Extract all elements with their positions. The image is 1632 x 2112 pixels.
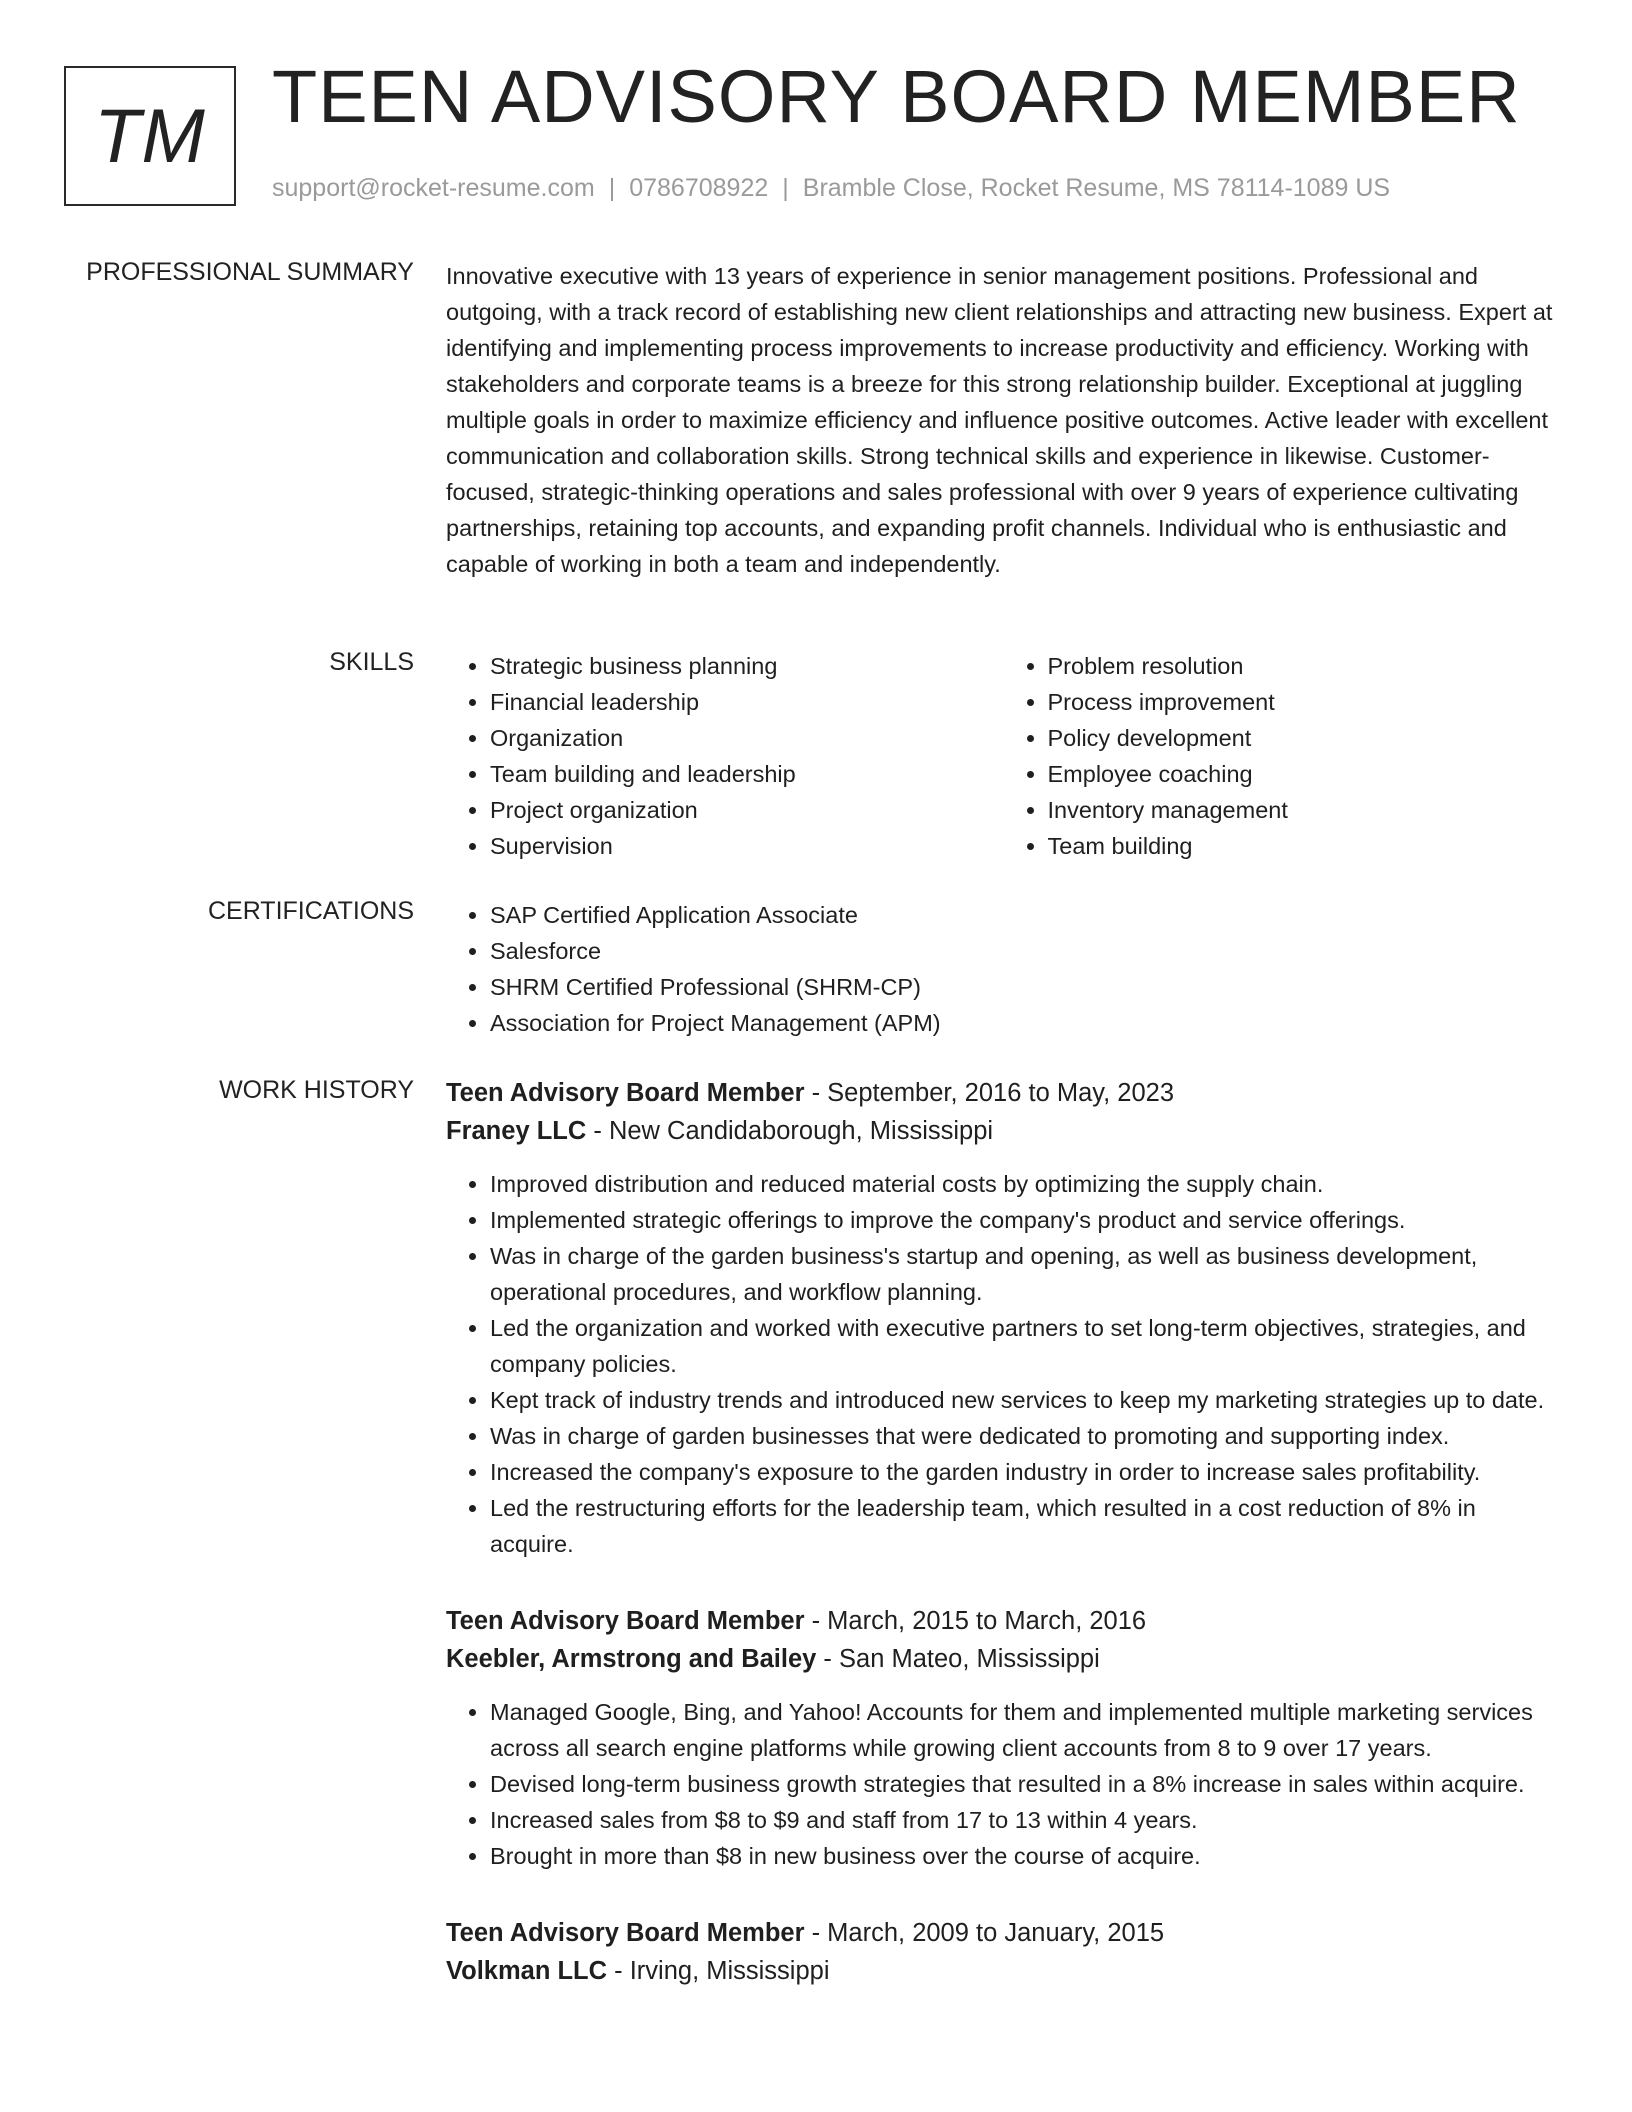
list-item: • Employee coaching — [1048, 756, 1562, 792]
summary-label: PROFESSIONAL SUMMARY — [86, 258, 414, 286]
certifications-list — [446, 897, 1561, 1041]
list-item: • Led the organization and worked with executive partners to set long-term objectives, strategies, and company policies. — [490, 1310, 1561, 1382]
list-item: • Devised long-term business growth strategies that resulted in a 8% increase in sales within acquire. — [490, 1766, 1561, 1802]
job-title: Teen Advisory Board Member — [446, 1079, 805, 1107]
contact-separator: | — [782, 174, 789, 202]
job-title-line — [446, 1074, 1561, 1112]
job-bullets — [446, 1166, 1561, 1562]
list-item: • Increased sales from $8 to $9 and staff from 17 to 13 within 4 years. — [490, 1802, 1561, 1838]
skills-list-right — [1004, 648, 1562, 864]
list-item: • SHRM Certified Professional (SHRM-CP) — [490, 969, 1561, 1005]
work-history-section — [446, 1074, 1561, 2030]
list-item: • Problem resolution — [1048, 648, 1562, 684]
monogram-box — [64, 66, 236, 206]
list-item: • Project organization — [490, 792, 1004, 828]
contact-phone[interactable]: 0786708922 — [629, 174, 769, 202]
contact-line — [272, 174, 1390, 203]
list-item: • Led the restructuring efforts for the leadership team, which resulted in a cost reduction of 8% in acquire. — [490, 1490, 1561, 1562]
contact-address: Bramble Close, Rocket Resume, MS 78114-1089 US — [802, 174, 1391, 202]
job-location: - Irving, Mississippi — [607, 1957, 830, 1985]
job-location: - New Candidaborough, Mississippi — [586, 1117, 994, 1145]
list-item: • Salesforce — [490, 933, 1561, 969]
job-dates: - March, 2015 to March, 2016 — [804, 1607, 1147, 1635]
list-item: • Kept track of industry trends and introduced new services to keep my marketing strategies up to date. — [490, 1382, 1561, 1418]
job-bullets — [446, 1694, 1561, 1874]
certifications-label: CERTIFICATIONS — [207, 897, 414, 925]
contact-separator: | — [608, 174, 616, 202]
monogram-initials: TM — [94, 93, 206, 179]
job-company-line — [446, 1640, 1561, 1678]
job-title: Teen Advisory Board Member — [446, 1607, 805, 1635]
summary-section — [446, 258, 1561, 582]
job-company-line — [446, 1952, 1561, 1990]
list-item: • Organization — [490, 720, 1004, 756]
job-company-line — [446, 1112, 1561, 1150]
job-entry — [446, 1074, 1561, 1562]
list-item: • Strategic business planning — [490, 648, 1004, 684]
list-item: • Team building — [1048, 828, 1562, 864]
list-item: • Increased the company's exposure to the garden industry in order to increase sales profitability. — [490, 1454, 1561, 1490]
list-item: • Policy development — [1048, 720, 1562, 756]
job-dates: - September, 2016 to May, 2023 — [804, 1079, 1175, 1107]
list-item: • Brought in more than $8 in new business over the course of acquire. — [490, 1838, 1561, 1874]
contact-email[interactable]: support@rocket-resume.com — [272, 174, 595, 202]
list-item: • Managed Google, Bing, and Yahoo! Accounts for them and implemented multiple marketing services across all search engine platforms while growing client accounts from 8 to 9 over 17 years. — [490, 1694, 1561, 1766]
job-company: Volkman LLC — [446, 1957, 608, 1985]
list-item: • Process improvement — [1048, 684, 1562, 720]
list-item: • Was in charge of the garden business's startup and opening, as well as business development, operational procedures, and workflow planning. — [490, 1238, 1561, 1310]
job-company: Keebler, Armstrong and Bailey — [446, 1645, 817, 1673]
list-item: • Supervision — [490, 828, 1004, 864]
list-item: • Inventory management — [1048, 792, 1562, 828]
skills-label: SKILLS — [329, 648, 414, 676]
resume-name: TEEN ADVISORY BOARD MEMBER — [272, 55, 1521, 138]
job-title: Teen Advisory Board Member — [446, 1919, 805, 1947]
job-location: - San Mateo, Mississippi — [816, 1645, 1100, 1673]
summary-text: Innovative executive with 13 years of experience in senior management positions. Professional and outgoing, with a track record of establishing new client relationships and attracting new business. Expert at identifying and implementing process improvements to increase productivity and efficiency. Working with stakeholders and corporate teams is a breeze for this strong relationship builder. Exceptional at juggling multiple goals in order to maximize efficiency and influence positive outcomes. Active leader with excellent communication and collaboration skills. Strong technical skills and experience in likewise. Customer-focused, strategic-thinking operations and sales professional with over 9 years of experience cultivating partnerships, retaining top accounts, and expanding profit channels. Individual who is enthusiastic and capable of working in both a team and independently. — [446, 263, 1553, 577]
list-item: • SAP Certified Application Associate — [490, 897, 1561, 933]
certifications-section — [446, 897, 1561, 1041]
job-entry — [446, 1914, 1561, 1990]
job-dates: - March, 2009 to January, 2015 — [804, 1919, 1165, 1947]
skills-list-left — [446, 648, 1004, 864]
list-item: • Association for Project Management (APM) — [490, 1005, 1561, 1041]
job-title-line — [446, 1914, 1561, 1952]
work-history-label: WORK HISTORY — [219, 1076, 414, 1104]
list-item: • Implemented strategic offerings to improve the company's product and service offerings. — [490, 1202, 1561, 1238]
list-item: • Financial leadership — [490, 684, 1004, 720]
job-company: Franey LLC — [446, 1117, 587, 1145]
skills-section — [446, 648, 1561, 864]
job-entry — [446, 1602, 1561, 1874]
job-title-line — [446, 1602, 1561, 1640]
list-item: • Was in charge of garden businesses that were dedicated to promoting and supporting index. — [490, 1418, 1561, 1454]
list-item: • Team building and leadership — [490, 756, 1004, 792]
list-item: • Improved distribution and reduced material costs by optimizing the supply chain. — [490, 1166, 1561, 1202]
